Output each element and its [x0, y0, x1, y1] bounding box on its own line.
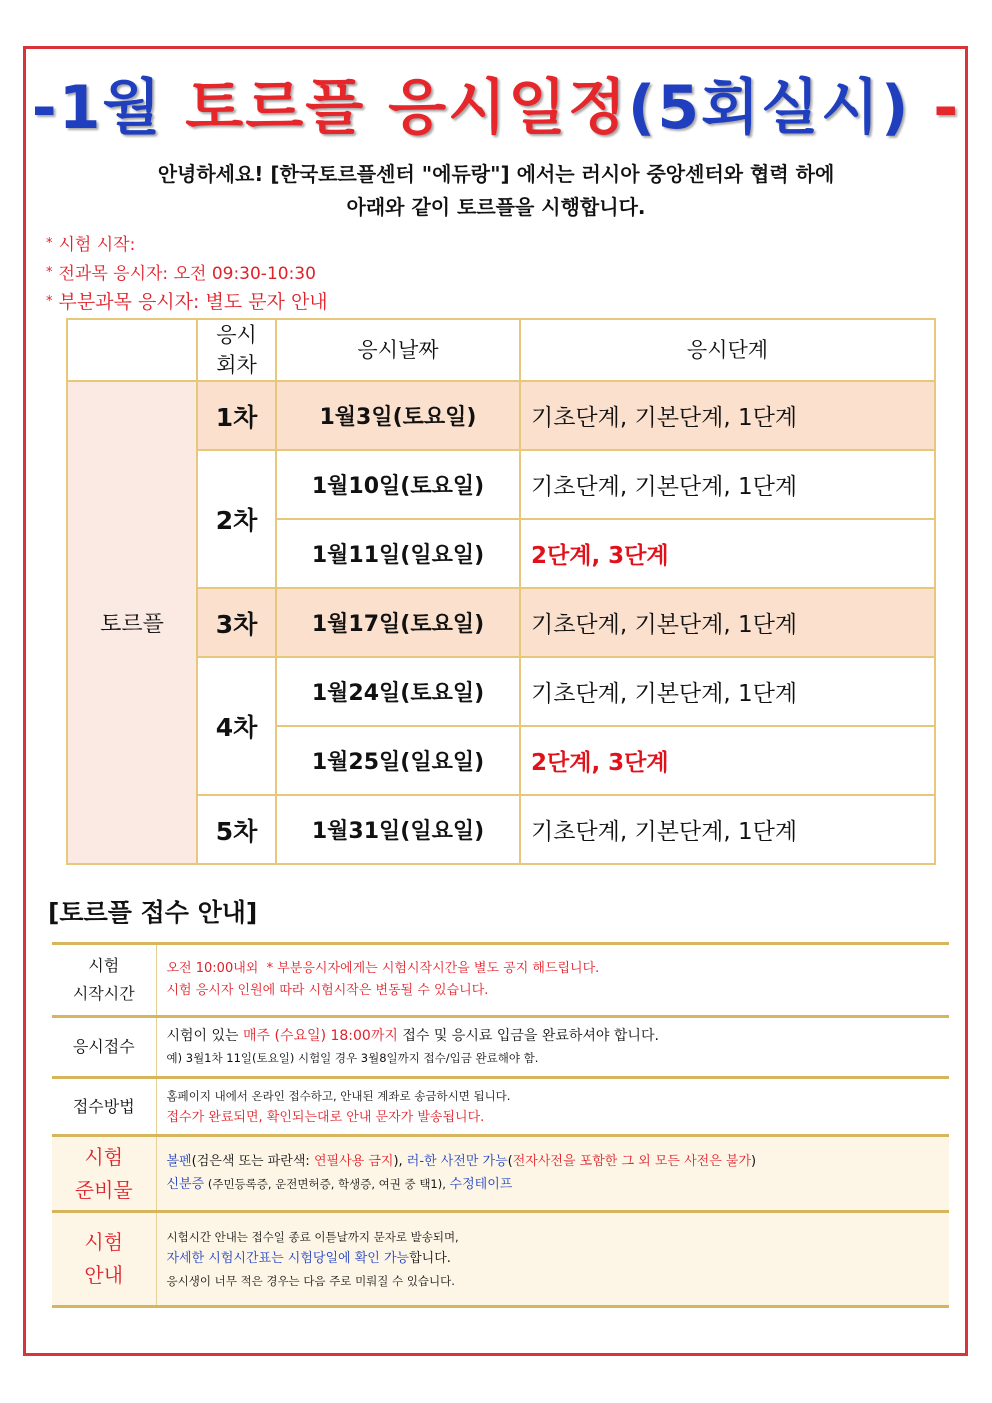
- title-schedule: 응시일정: [388, 73, 628, 143]
- date-cell: 1월17일(토요일): [276, 588, 520, 657]
- level-cell: 2단계, 3단계: [520, 519, 935, 588]
- schedule-header-row: [67, 319, 935, 381]
- schedule-row: [67, 381, 935, 450]
- date-cell: 1월11일(일요일): [276, 519, 520, 588]
- level-cell: 기초단계, 기본단계, 1단계: [520, 381, 935, 450]
- intro-line-1: 안녕하세요! [한국토르플센터 "에듀랑"] 에서는 러시아 중앙센터와 협력 하에: [157, 162, 835, 186]
- round-cell: 1차: [197, 381, 276, 450]
- info-label: 시험 시작시간: [52, 944, 156, 1017]
- info-label: 시험 준비물: [52, 1136, 156, 1212]
- info-label: 시험 안내: [52, 1212, 156, 1307]
- reception-table: [52, 942, 949, 1308]
- notes-list: [46, 230, 328, 316]
- note-text: 전과목 응시자: 오전 09:30-10:30: [58, 264, 316, 284]
- title-dash-left: -: [31, 73, 59, 143]
- info-row-guide: [52, 1212, 949, 1307]
- date-cell: 1월25일(일요일): [276, 726, 520, 795]
- round-cell: 4차: [197, 657, 276, 795]
- info-content: 볼펜(검은색 또는 파란색: 연필사용 금지), 러-한 사전만 가능(전자사전을 포함한 그 외 모든 사전은 불가) 신분증 (주민등록증, 운전면허증, 학생증, 여권 중 택1), 수정테이프: [156, 1136, 949, 1212]
- header-round: 응시 회차: [197, 319, 276, 381]
- info-row-method: [52, 1078, 949, 1136]
- header-blank: [67, 319, 197, 381]
- asterisk-icon: *: [46, 236, 53, 251]
- title-word: 토르플: [185, 73, 366, 143]
- title-month: 1월: [58, 73, 163, 143]
- date-cell: 1월31일(일요일): [276, 795, 520, 864]
- info-content: 시험이 있는 매주 (수요일) 18:00까지 접수 및 응시료 입금을 완료하셔야 합니다. 예) 3월1차 11일(토요일) 시험일 경우 3월8일까지 접수/입금 완료해야 함.: [156, 1017, 949, 1078]
- info-row-apply: [52, 1017, 949, 1078]
- info-label: 접수방법: [52, 1078, 156, 1136]
- asterisk-icon: *: [46, 294, 53, 309]
- title-dash-right: -: [933, 73, 961, 143]
- date-cell: 1월3일(토요일): [276, 381, 520, 450]
- info-label: 응시접수: [52, 1017, 156, 1078]
- schedule-row: [67, 588, 935, 657]
- schedule-table: [66, 318, 936, 865]
- intro-text: [0, 158, 992, 224]
- date-cell: 1월24일(토요일): [276, 657, 520, 726]
- level-cell: 기초단계, 기본단계, 1단계: [520, 450, 935, 519]
- reception-section-title: [토르플 접수 안내]: [48, 898, 258, 927]
- exam-name-cell: 토르플: [67, 381, 197, 864]
- page-title: [0, 60, 992, 146]
- note-text: 시험 시작:: [58, 235, 136, 255]
- schedule-row: [67, 795, 935, 864]
- info-content: 홈페이지 내에서 온라인 접수하고, 안내된 계좌로 송금하시면 됩니다. 접수가 완료되면, 확인되는대로 안내 문자가 발송됩니다.: [156, 1078, 949, 1136]
- info-row-start-time: [52, 944, 949, 1017]
- schedule-row: [67, 450, 935, 519]
- round-cell: 3차: [197, 588, 276, 657]
- note-item: [46, 259, 328, 288]
- intro-line-2: 아래와 같이 토르플을 시행합니다.: [346, 195, 646, 219]
- header-level: 응시단계: [520, 319, 935, 381]
- round-cell: 2차: [197, 450, 276, 588]
- schedule-row: [67, 657, 935, 726]
- level-cell: 기초단계, 기본단계, 1단계: [520, 795, 935, 864]
- info-content: 시험시간 안내는 접수일 종료 이튿날까지 문자로 발송되며, 자세한 시험시간표는 시험당일에 확인 가능합니다. 응시생이 너무 적은 경우는 다음 주로 미뤄질 수 있습니다.: [156, 1212, 949, 1307]
- round-cell: 5차: [197, 795, 276, 864]
- note-item: [46, 288, 328, 316]
- info-row-prep: [52, 1136, 949, 1212]
- level-cell: 기초단계, 기본단계, 1단계: [520, 588, 935, 657]
- title-sub: (5회실시): [627, 73, 911, 143]
- note-item: [46, 230, 328, 259]
- date-cell: 1월10일(토요일): [276, 450, 520, 519]
- level-cell: 2단계, 3단계: [520, 726, 935, 795]
- header-date: 응시날짜: [276, 319, 520, 381]
- asterisk-icon: *: [46, 265, 53, 280]
- note-text: 부분과목 응시자: 별도 문자 안내: [58, 291, 328, 313]
- level-cell: 기초단계, 기본단계, 1단계: [520, 657, 935, 726]
- info-content: 오전 10:00내외 * 부분응시자에게는 시험시작시간을 별도 공지 해드립니다. 시험 응시자 인원에 따라 시험시작은 변동될 수 있습니다.: [156, 944, 949, 1017]
